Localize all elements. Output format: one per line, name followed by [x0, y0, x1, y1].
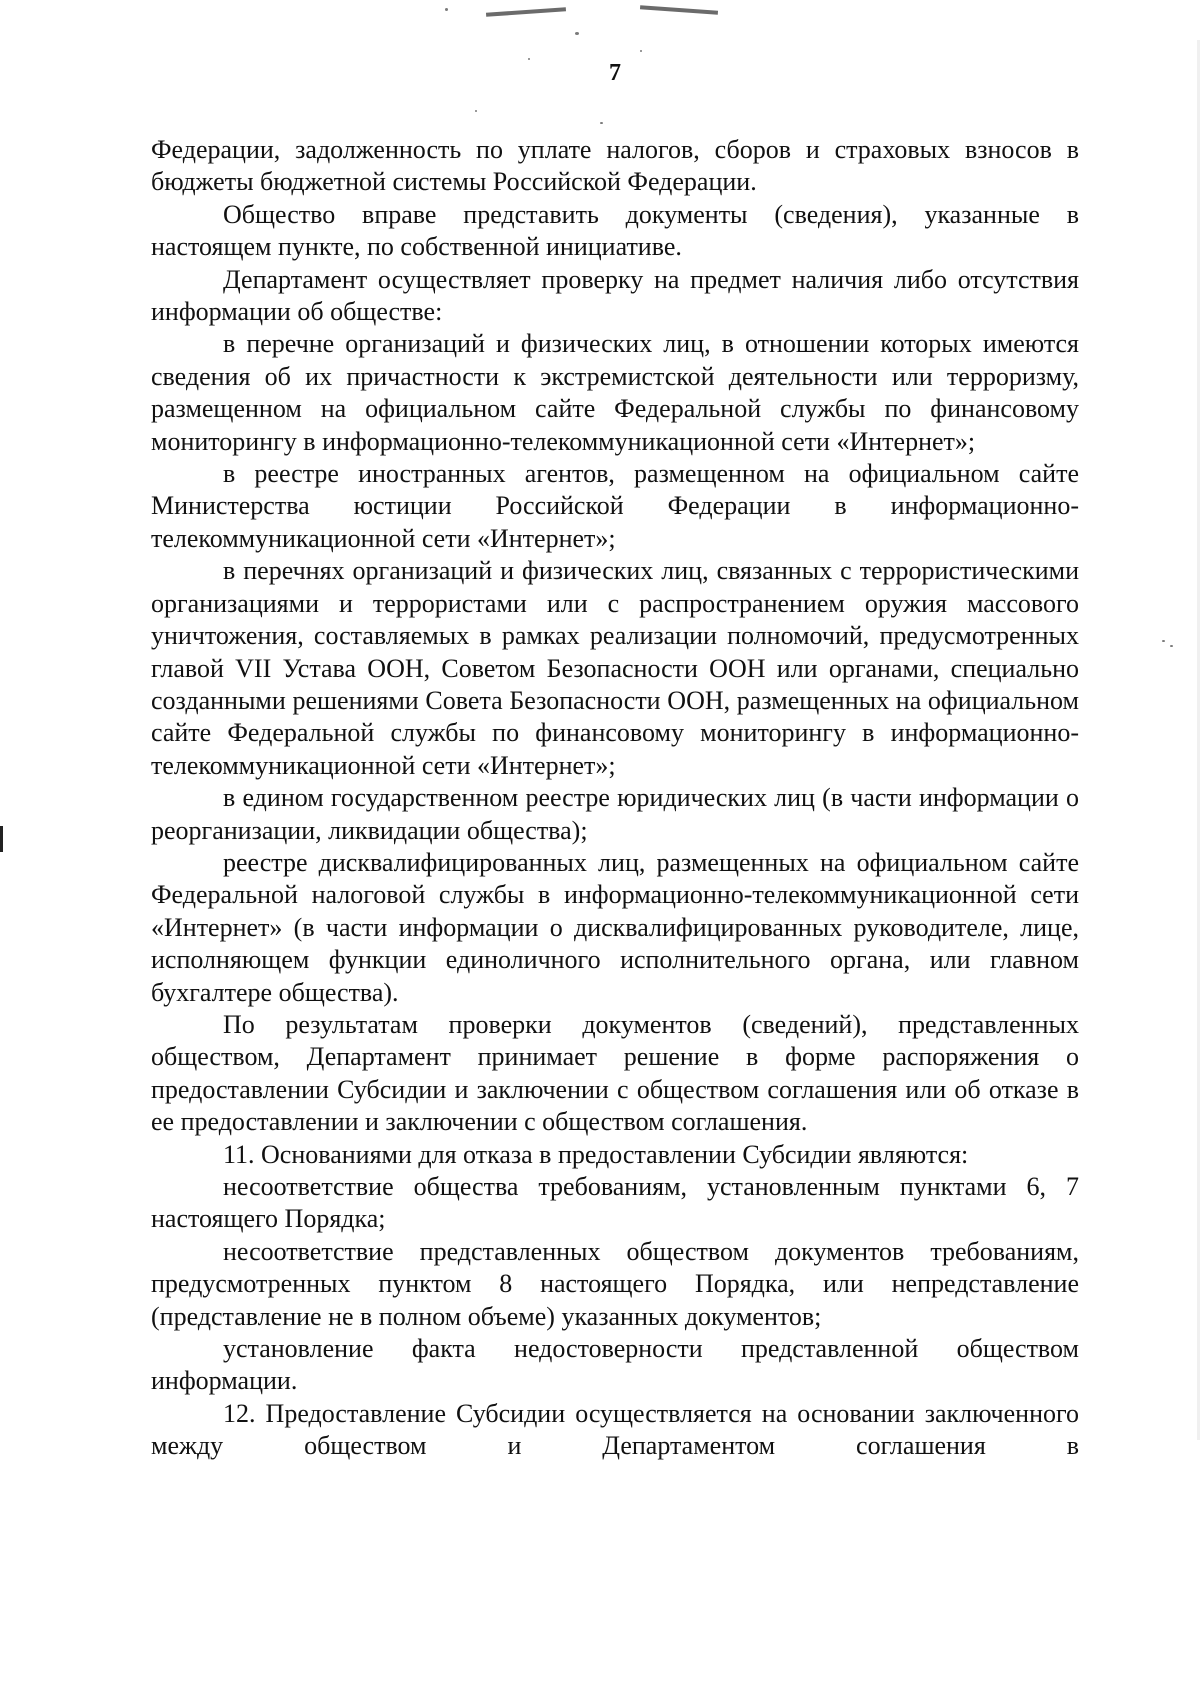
scan-speck — [1170, 645, 1173, 647]
paragraph: По результатам проверки документов (сведений), представленных обществом, Департамент принимает решение в форме распоряжения о предоставлении Субсидии и заключении с обществом соглашения или об отказе в ее предоставлении и заключении с обществом соглашения. — [151, 1009, 1079, 1137]
scan-speck — [445, 8, 448, 11]
paragraph: Общество вправе представить документы (сведения), указанные в настоящем пункте, по собственной инициативе. — [151, 199, 1079, 262]
scan-speck — [575, 32, 579, 35]
page-number: 7 — [609, 60, 621, 86]
scan-speck — [475, 110, 477, 112]
paragraph: Федерации, задолженность по уплате налогов, сборов и страховых взносов в бюджеты бюджетной системы Российской Федерации. — [151, 135, 1079, 197]
paragraph: в реестре иностранных агентов, размещенном на официальном сайте Министерства юстиции Российской Федерации в информационно-телекоммуникационной сети «Интернет»; — [151, 459, 1079, 553]
section-heading-paragraph: 11. Основаниями для отказа в предоставлении Субсидии являются: — [223, 1139, 969, 1169]
paragraph: в перечне организаций и физических лиц, в отношении которых имеются сведения об их причастности к экстремистской деятельности или терроризму, размещенном на официальном сайте Федеральной службы по финансовому мониторингу в информационно-телекоммуникационной сети «Интернет»; — [151, 329, 1079, 456]
paragraph: несоответствие общества требованиям, установленным пунктами 6, 7 настоящего Порядка; — [151, 1172, 1079, 1234]
scan-mark-top-right — [640, 5, 718, 14]
paragraph: в перечнях организаций и физических лиц, связанных с террористическими организациями и террористами или с распространением оружия массового уничтожения, составляемых в рамках реализации полномочий, предусмотренных главой VII Устава ООН, Советом Безопасности ООН или органами, специально созданными решениями Совета Безопасности ООН, размещенных на официальном сайте Федеральной службы по финансовому мониторингу в информационно-телекоммуникационной сети «Интернет»; — [151, 556, 1079, 780]
paragraph: установление факта недостоверности представленной обществом информации. — [151, 1334, 1079, 1396]
scan-speck — [1162, 640, 1165, 642]
scan-speck — [640, 50, 642, 52]
document-body — [151, 134, 1079, 1463]
paragraph: несоответствие представленных обществом документов требованиям, предусмотренных пунктом 8 настоящего Порядка, или непредставление (представление не в полном объеме) указанных документов; — [151, 1236, 1079, 1331]
scan-edge-mark — [0, 826, 3, 852]
scan-mark-top-left — [486, 7, 566, 17]
paragraph: в едином государственном реестре юридических лиц (в части информации о реорганизации, ликвидации общества); — [151, 783, 1079, 845]
paragraph: реестре дисквалифицированных лиц, размещенных на официальном сайте Федеральной налоговой службы в информационно-телекоммуникационной сети «Интернет» (в части информации о дисквалифицированных руководителе, лице, исполняющем функции единоличного исполнительного органа, или главном бухгалтере общества). — [151, 847, 1079, 1007]
paragraph: 12. Предоставление Субсидии осуществляется на основании заключенного между обществом и Департаментом соглашения в — [151, 1398, 1079, 1461]
paragraph: Департамент осуществляет проверку на предмет наличия либо отсутствия информации об обществе: — [151, 264, 1079, 327]
scan-speck — [600, 122, 603, 124]
